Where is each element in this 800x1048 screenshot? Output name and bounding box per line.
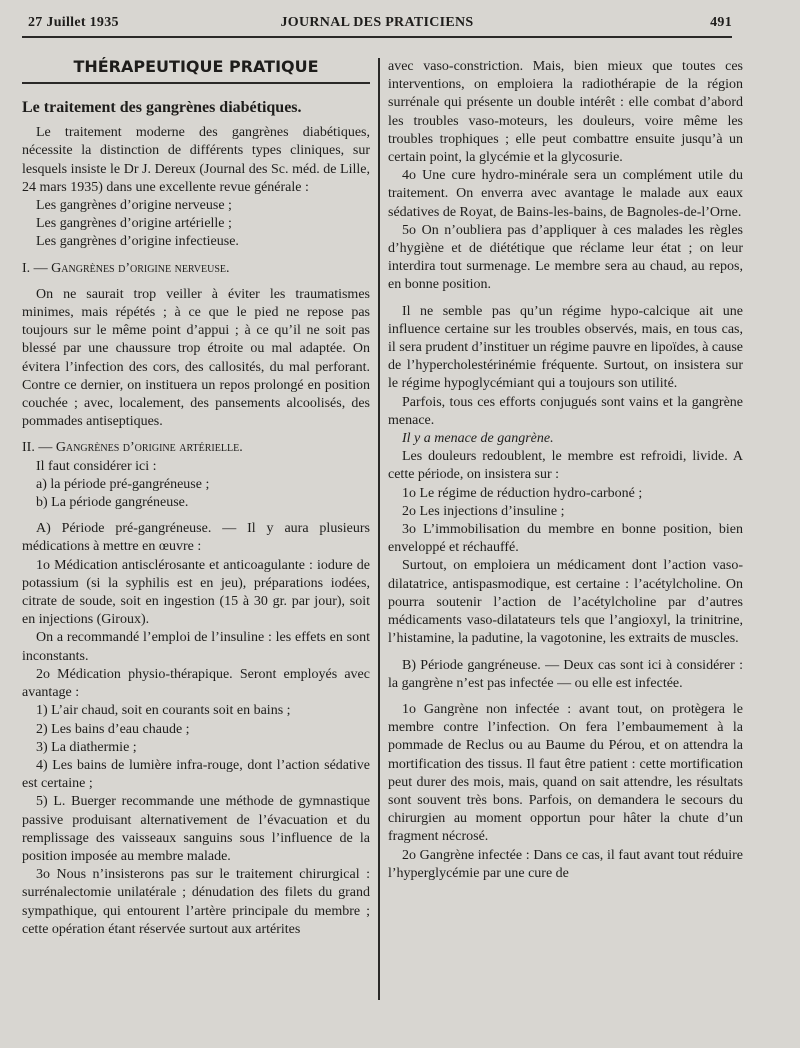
measure-diet: 1o Le régime de réduction hydro-carboné ; <box>402 485 643 501</box>
paragraph-pre-gangrenous: A) Période pré-gangréneuse. — Il y aura plusieurs médications à mettre en œuvre : <box>22 521 370 555</box>
paragraph-radiotherapy: avec vaso-constriction. Mais, bien mieux que toutes ces interventions, on emploiera la radiothérapie de la région surrénale qui présente un double intérêt : elle combat d’abord les troubles vaso-moteurs, les douleurs, voire même les troubles trophiques ; elle peut combattre ensuite jusqu’à un certain point, la glycémie et la glycosurie. <box>388 59 743 166</box>
paragraph-infected: 2o Gangrène infectée : Dans ce cas, il faut avant tout réduire l’hyperglycémie par une cure de <box>388 847 743 881</box>
heading-arterial: II. — Gangrènes d’origine artérielle. <box>22 440 243 456</box>
type-infectious: Les gangrènes d’origine infectieuse. <box>36 234 239 250</box>
measure-insulin: 2o Les injections d’insuline ; <box>402 503 565 519</box>
paragraph-gangrenous-period: B) Période gangréneuse. — Deux cas sont ici à considérer : la gangrène n’est pas infectée — ou elle est infectée. <box>388 657 743 691</box>
paragraph-hygiene: 5o On n’oubliera pas d’appliquer à ces malades les règles d’hygiène et de diététique que réclame leur état ; on leur interdira tout surmenage. Le membre sera au chaud, au repos, en bonne position. <box>388 222 743 293</box>
paragraph-acetylcholine: Surtout, on emploiera un médicament dont l’action vaso-dilatatrice, antispasmodique, est certaine : l’acétylcholine. On pourra soutenir l’action de l’acétylcholine par d’autres médicaments vaso-dilatateurs tels que l’angioxyl, la trinitrine, l’histamine, la padutine, la vagotonine, les extraits de muscles. <box>388 558 743 647</box>
paragraph-antisclerosing: 1o Médication antisclérosante et anticoagulante : iodure de potassium (si la syphilis est en jeu), préparations iodées, citrate de soude, soit en ingestion (15 à 30 gr. par jour), soit en injections (Giroux). <box>22 557 370 628</box>
left-column <box>22 58 370 939</box>
paragraph-non-infected: 1o Gangrène non infectée : avant tout, on protègera le membre contre l’infection. On fera l’embaumement à la pommade de Reclus ou au Baume du Pérou, et on attendra la mortification des tissus. Il faut être patient : cette mortification peut durer des mois, mais, quand on sait attendre, les résultats sont souvent très bons. Parfois, on demandera le secours du chirurgien au moment opportun pour hâter la chute d’un fragment nécrosé. <box>388 701 743 845</box>
paragraph-hydromineral: 4o Une cure hydro-minérale sera un complément utile du traitement. On enverra avec avantage le malade aux eaux sédatives de Royat, de Bains-les-bains, de Bagnoles-de-l’Orne. <box>388 168 743 220</box>
period-gangrenous: b) La période gangréneuse. <box>36 495 189 511</box>
intro-paragraph: Le traitement moderne des gangrènes diabétiques, nécessite la distinction de différents types cliniques, sur lesquels insiste le Dr J. Dereux (Journal des Sc. méd. de Lille, 24 mars 1935) dans une excellente revue générale : <box>22 125 370 195</box>
heading-nervous: I. — Gangrènes d’origine nerveuse. <box>22 260 230 276</box>
paragraph-consider: Il faut considérer ici : <box>36 458 157 474</box>
paragraph-pain: Les douleurs redoublent, le membre est refroidi, livide. A cette période, on insistera sur : <box>388 449 743 483</box>
paragraph-insulin: On a recommandé l’emploi de l’insuline : les effets en sont inconstants. <box>22 630 370 664</box>
article-title: Le traitement des gangrènes diabétiques. <box>22 99 302 117</box>
physio-item-buerger: 5) L. Buerger recommande une méthode de gymnastique passive produisant alternativement de l’évacuation et du remplissage des vaisseaux sanguins sous l’influence de la position imposée au membre malade. <box>22 794 370 864</box>
paragraph-physiotherapy: 2o Médication physio-thérapique. Seront employés avec avantage : <box>22 666 370 701</box>
physio-item-air: 1) L’air chaud, soit en courants soit en bains ; <box>36 703 291 719</box>
section-title: THÉRAPEUTIQUE PRATIQUE <box>22 58 370 84</box>
column-divider <box>378 58 380 1000</box>
physio-item-infrared: 4) Les bains de lumière infra-rouge, dont l’action sédative est certaine ; <box>22 757 370 792</box>
header-date: 27 Juillet 1935 <box>28 15 119 30</box>
paragraph-nervous: On ne saurait trop veiller à éviter les traumatismes minimes, mais répétés ; à ce que le pied ne repose pas toujours sur le même point d’appui ; à ce qu’il ne soit pas blessé par une chaussure trop étroite ou mal adaptée. On évitera l’infection des cors, des callosités, du mal perforant. Contre ce dernier, on instituera un repos prolongé en position couchée ; avec, localement, des pansements alcoolisés, des pommades antiseptiques. <box>22 286 370 430</box>
header-page-number: 491 <box>710 15 732 30</box>
subheading-threat: Il y a menace de gangrène. <box>402 431 554 447</box>
running-header <box>22 12 732 38</box>
type-nervous: Les gangrènes d’origine nerveuse ; <box>36 198 232 214</box>
measure-immobilisation: 3o L’immobilisation du membre en bonne position, bien enveloppé et réchauffé. <box>388 522 743 556</box>
paragraph-surgical: 3o Nous n’insisterons pas sur le traitement chirurgical : surrénalectomie unilatérale ; dénudation des filets du grand sympathique, qui entourent l’artère principale du membre ; cette opération étant réservée surtout aux artérites <box>22 867 370 937</box>
physio-item-water: 2) Les bains d’eau chaude ; <box>36 721 190 737</box>
type-arterial: Les gangrènes d’origine artérielle ; <box>36 216 232 232</box>
period-pre: a) la période pré-gangréneuse ; <box>36 476 210 492</box>
physio-item-diathermy: 3) La diathermie ; <box>36 739 137 755</box>
header-journal-title: JOURNAL DES PRATICIENS <box>280 15 474 30</box>
paragraph-diet: Il ne semble pas qu’un régime hypo-calcique ait une influence certaine sur les troubles observés, mais, en tous cas, il sera prudent d’instituer un régime pauvre en lipoïdes, à cause de l’hypercholestérinémie fréquente. Surtout, on insistera sur le régime hypoglycémiant qui a toujours son utilité. <box>388 303 743 392</box>
paragraph-threat: Parfois, tous ces efforts conjugués sont vains et la gangrène menace. <box>388 394 743 428</box>
right-column <box>388 58 743 883</box>
